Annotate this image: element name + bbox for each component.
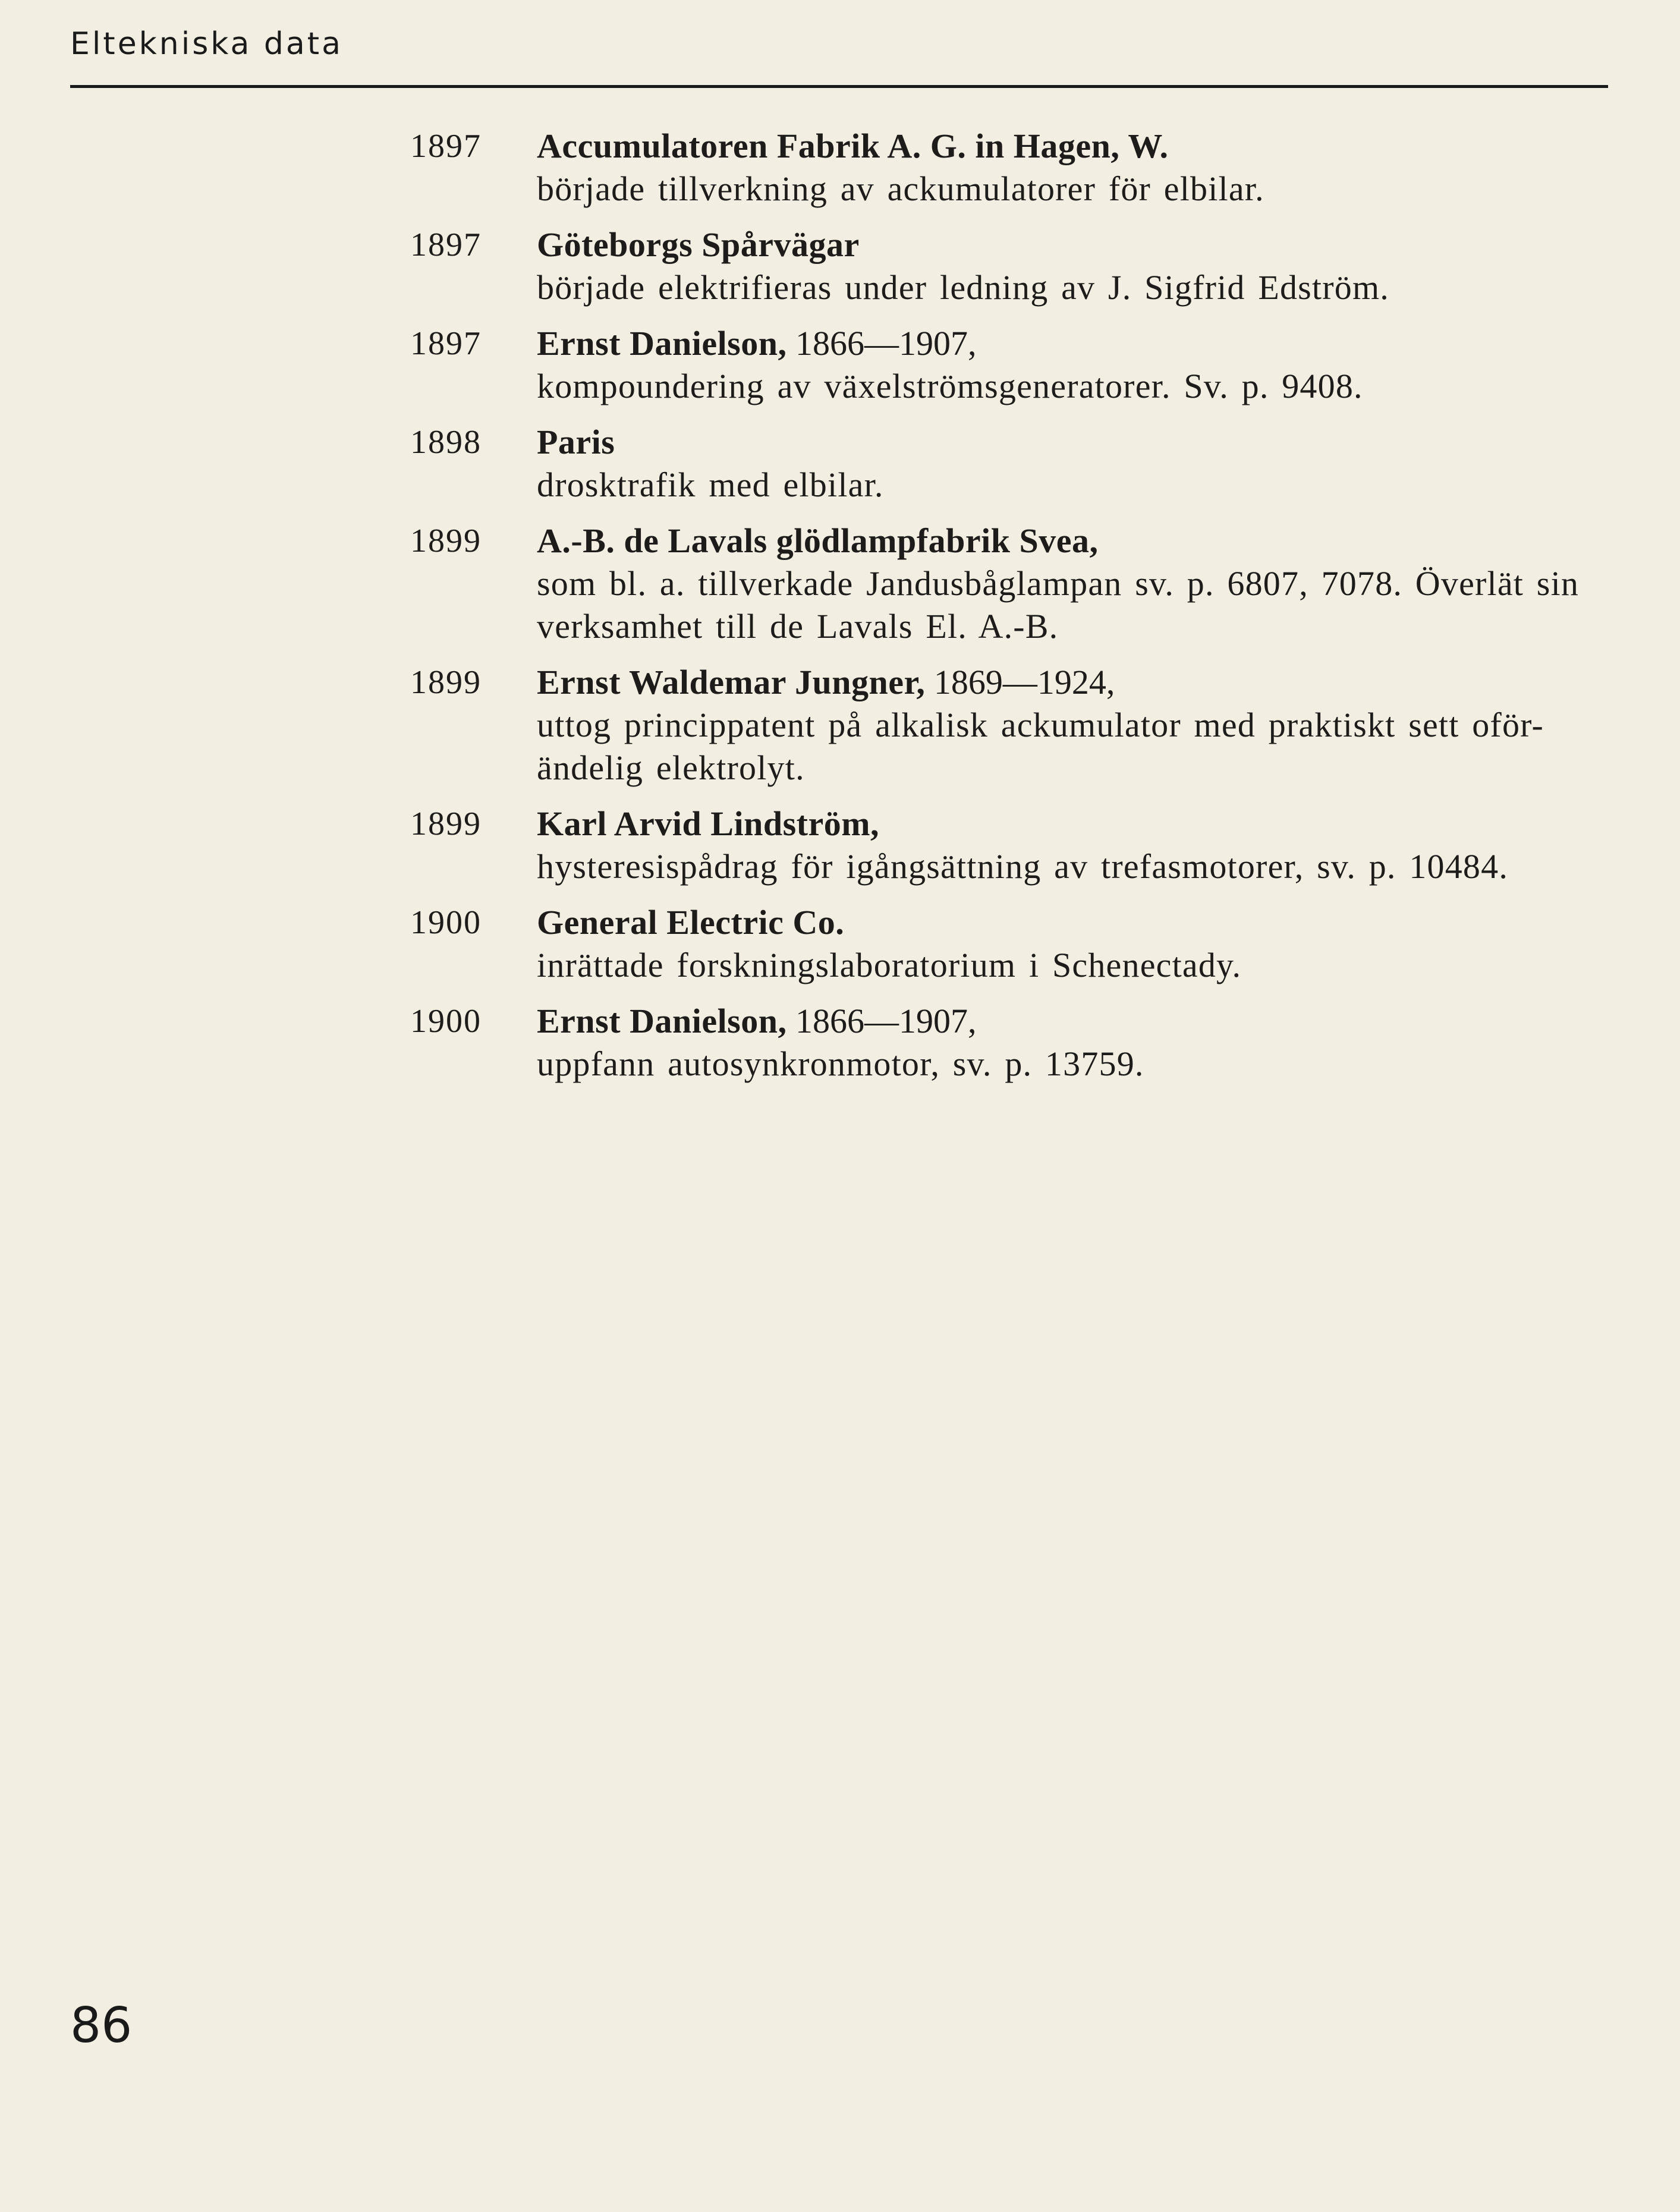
entry-description: drosktrafik med elbilar. bbox=[537, 465, 884, 504]
entry bbox=[410, 520, 1611, 648]
entry-year: 1897 bbox=[410, 128, 482, 165]
entry-description: uppfann autosynkronmotor, sv. p. 13759. bbox=[537, 1044, 1144, 1083]
entry bbox=[410, 661, 1611, 789]
entry-year: 1897 bbox=[410, 226, 482, 263]
entry bbox=[410, 224, 1611, 309]
entry-description: hysteresispådrag för igångsättning av trefasmotorer, sv. p. 10484. bbox=[537, 847, 1509, 886]
entry-year: 1899 bbox=[410, 805, 482, 842]
entry-year: 1899 bbox=[410, 523, 482, 559]
entry bbox=[410, 803, 1611, 888]
entry-heading-dates: 1869—1924, bbox=[925, 663, 1115, 701]
header-rule bbox=[70, 85, 1608, 88]
running-title: Eltekniska data bbox=[70, 26, 344, 62]
entry-description: började elektrifieras under ledning av J. Sigfrid Edström. bbox=[537, 268, 1389, 307]
entry-heading: Paris bbox=[537, 423, 615, 461]
entry-heading-dates: 1866—1907, bbox=[786, 324, 977, 363]
entry-description: började tillverkning av ackumulatorer för elbilar. bbox=[537, 169, 1264, 208]
entry-heading: Accumulatoren Fabrik A. G. in Hagen, W. bbox=[537, 127, 1169, 165]
entry-heading: Göteborgs Spårvägar bbox=[537, 225, 860, 264]
entry-heading: A.-B. de Lavals glödlampfabrik Svea, bbox=[537, 521, 1099, 560]
entry bbox=[410, 901, 1611, 987]
entry-year: 1900 bbox=[410, 1003, 482, 1040]
entry-year: 1897 bbox=[410, 325, 482, 362]
entry-heading: Ernst Waldemar Jungner, bbox=[537, 663, 926, 701]
entry-year: 1900 bbox=[410, 904, 482, 941]
entry-year: 1899 bbox=[410, 664, 482, 701]
entry-heading: Ernst Danielson, bbox=[537, 1002, 787, 1040]
entry bbox=[410, 125, 1611, 210]
entry-heading: Karl Arvid Lindström, bbox=[537, 804, 880, 843]
entry-description: inrättade forskningslaboratorium i Schenectady. bbox=[537, 946, 1242, 984]
entry bbox=[410, 322, 1611, 408]
entry bbox=[410, 421, 1611, 506]
entry-description: uttog princippatent på alkalisk ackumulator med praktiskt sett oför-ändelig elektrolyt. bbox=[537, 706, 1544, 787]
page-number: 86 bbox=[70, 1997, 133, 2054]
entry-heading: Ernst Danielson, bbox=[537, 324, 787, 363]
entry-description: kompoundering av växelströmsgeneratorer. Sv. p. 9408. bbox=[537, 367, 1363, 405]
entry bbox=[410, 1000, 1611, 1085]
entry-description: som bl. a. tillverkade Jandusbåglampan sv. p. 6807, 7078. Överlät sin verksamhet till de Lavals El. A.-B. bbox=[537, 564, 1580, 646]
entry-list bbox=[410, 125, 1611, 1099]
entry-heading: General Electric Co. bbox=[537, 903, 845, 942]
entry-heading-dates: 1866—1907, bbox=[786, 1002, 977, 1040]
entry-year: 1898 bbox=[410, 424, 482, 461]
